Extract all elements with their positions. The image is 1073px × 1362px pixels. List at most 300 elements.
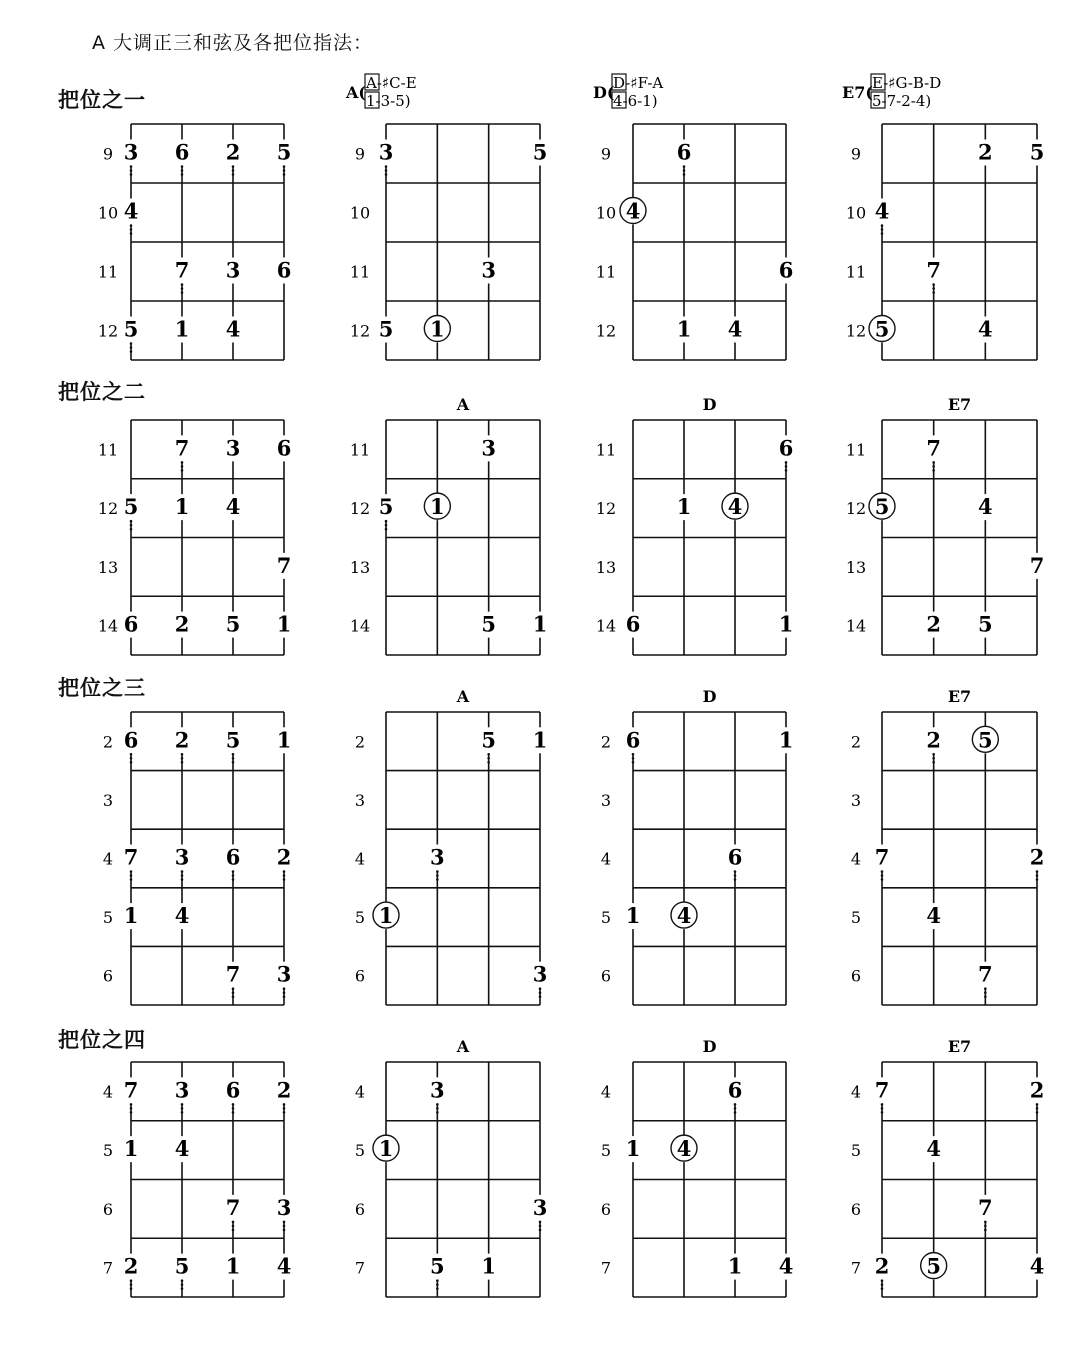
octave-dot	[734, 1107, 737, 1110]
chord-name: E7	[947, 687, 972, 706]
finger-note	[173, 140, 191, 176]
octave-dot	[181, 287, 184, 290]
fret-number: 4	[354, 1082, 366, 1102]
octave-dot	[932, 753, 935, 756]
fret-number: 11	[97, 262, 119, 282]
note-number: 4	[727, 316, 743, 342]
octave-dot	[984, 991, 987, 994]
octave-dot	[1036, 1107, 1039, 1110]
note-number: 1	[378, 903, 394, 929]
octave-dot	[385, 169, 388, 172]
fret-number: 9	[850, 144, 862, 164]
note-number: 4	[778, 1253, 794, 1279]
note-number: 5	[276, 139, 292, 165]
finger-note	[624, 612, 642, 638]
note-number: 4	[174, 903, 190, 929]
octave-dot	[734, 870, 737, 873]
note-number: 3	[481, 435, 496, 461]
finger-note	[224, 1195, 242, 1231]
page-title: A 大调正三和弦及各把位指法：	[92, 32, 374, 54]
fret-number: 12	[595, 499, 617, 519]
note-number: 1	[676, 316, 692, 342]
finger-note	[173, 1077, 191, 1113]
finger-note	[722, 493, 748, 520]
octave-dot	[881, 870, 884, 873]
note-number: 6	[727, 844, 743, 870]
note-number: 2	[874, 1253, 890, 1279]
finger-note	[624, 903, 642, 929]
fret-number: 7	[600, 1258, 612, 1278]
note-number: 1	[625, 1136, 641, 1162]
note-number: 1	[174, 494, 190, 520]
octave-dot	[130, 757, 133, 760]
octave-dot	[436, 878, 439, 881]
fret-number: 5	[600, 1141, 612, 1161]
octave-dot	[881, 1279, 884, 1282]
finger-note	[925, 258, 943, 294]
finger-note	[726, 1077, 744, 1113]
note-number: 5	[174, 1253, 190, 1279]
finger-note	[921, 1253, 947, 1280]
finger-note	[873, 1077, 891, 1113]
octave-dot	[181, 878, 184, 881]
note-number: 6	[778, 257, 794, 283]
note-number: 7	[874, 1077, 890, 1103]
finger-note	[224, 435, 242, 461]
fret-number: 11	[845, 440, 867, 460]
note-number: 3	[532, 961, 548, 987]
fret-number: 3	[354, 790, 366, 810]
octave-dot	[130, 342, 133, 345]
finger-note	[173, 903, 191, 929]
fret-number: 6	[600, 1199, 612, 1219]
finger-note	[275, 1254, 293, 1280]
note-number: 5	[225, 727, 241, 753]
fret-number: 13	[349, 557, 371, 577]
octave-dot	[1036, 1103, 1039, 1106]
octave-dot	[232, 173, 235, 176]
octave-dot	[632, 761, 635, 764]
finger-note	[275, 140, 293, 176]
octave-dot	[881, 224, 884, 227]
finger-note	[122, 612, 140, 638]
note-number: 6	[676, 139, 692, 165]
octave-dot	[232, 987, 235, 990]
octave-dot	[385, 173, 388, 176]
note-number: 4	[625, 198, 641, 224]
octave-dot	[385, 528, 388, 531]
finger-note	[122, 494, 140, 530]
finger-note	[976, 1195, 994, 1231]
chord-formula-notes: A-♯C-E	[366, 74, 417, 92]
note-number: 5	[1029, 139, 1045, 165]
fret-number: 12	[845, 499, 867, 519]
note-number: 4	[926, 903, 941, 929]
position-label-3: 把位之三	[58, 676, 146, 700]
note-number: 4	[676, 903, 692, 929]
note-number: 6	[778, 435, 794, 461]
octave-dot	[734, 1111, 737, 1114]
chord-name: E7	[947, 395, 972, 414]
note-number: 3	[225, 435, 241, 461]
chord-diagram	[593, 74, 795, 360]
note-number: 2	[1029, 844, 1045, 870]
octave-dot	[130, 520, 133, 523]
fret-number: 10	[349, 203, 371, 223]
fret-number: 9	[354, 144, 366, 164]
chord-diagram	[601, 687, 795, 1005]
note-number: 2	[276, 1077, 292, 1103]
fret-number: 11	[595, 262, 617, 282]
fret-number: 4	[102, 1082, 114, 1102]
finger-note	[275, 1195, 293, 1231]
finger-note	[224, 258, 242, 284]
note-number: 5	[926, 1253, 941, 1279]
octave-dot	[283, 878, 286, 881]
octave-dot	[539, 987, 542, 990]
octave-dot	[232, 991, 235, 994]
note-number: 5	[430, 1253, 445, 1279]
fret-number: 3	[850, 790, 862, 810]
note-number: 6	[625, 727, 641, 753]
octave-dot	[283, 991, 286, 994]
octave-dot	[385, 165, 388, 168]
chord-formula-degrees: 4-6-1)	[613, 92, 658, 110]
fret-number: 6	[850, 1199, 862, 1219]
finger-note	[1028, 1077, 1046, 1113]
finger-note	[122, 845, 140, 881]
finger-note	[224, 727, 242, 763]
note-number: 2	[926, 611, 941, 637]
finger-note	[873, 199, 891, 235]
note-number: 2	[978, 139, 993, 165]
chord-formula-notes: E-♯G-B-D	[872, 74, 942, 92]
finger-note	[373, 1135, 399, 1162]
note-number: 5	[874, 494, 890, 520]
chord-diagram	[103, 712, 293, 1005]
note-number: 1	[481, 1253, 496, 1279]
finger-note	[777, 1254, 795, 1280]
finger-note	[531, 962, 549, 998]
finger-note	[275, 727, 293, 753]
fret-number: 5	[600, 908, 612, 928]
finger-note	[777, 435, 795, 471]
octave-dot	[1036, 1111, 1039, 1114]
octave-dot	[232, 1111, 235, 1114]
fret-number: 7	[102, 1258, 114, 1278]
finger-note	[480, 727, 498, 763]
finger-note	[976, 317, 994, 343]
octave-dot	[881, 228, 884, 231]
note-number: 3	[430, 844, 445, 870]
finger-note	[869, 493, 895, 520]
octave-dot	[232, 1221, 235, 1224]
fret-number: 11	[349, 440, 371, 460]
chord-diagram	[596, 395, 795, 655]
octave-dot	[984, 987, 987, 990]
octave-dot	[436, 1287, 439, 1290]
octave-dot	[232, 761, 235, 764]
octave-dot	[283, 169, 286, 172]
octave-dot	[130, 346, 133, 349]
chord-name: A	[456, 687, 470, 706]
fret-number: 7	[850, 1258, 862, 1278]
finger-note	[275, 962, 293, 998]
note-number: 6	[123, 727, 139, 753]
octave-dot	[232, 169, 235, 172]
octave-dot	[436, 1111, 439, 1114]
octave-dot	[734, 874, 737, 877]
note-number: 4	[978, 494, 993, 520]
octave-dot	[487, 757, 490, 760]
octave-dot	[881, 878, 884, 881]
octave-dot	[130, 165, 133, 168]
finger-note	[480, 1254, 498, 1280]
octave-dot	[932, 291, 935, 294]
octave-dot	[283, 1229, 286, 1232]
note-number: 2	[225, 139, 241, 165]
note-number: 5	[978, 611, 993, 637]
chord-name: E7	[947, 1037, 972, 1056]
fret-number: 4	[354, 849, 366, 869]
octave-dot	[932, 469, 935, 472]
fret-number: 10	[595, 203, 617, 223]
fret-number: 4	[102, 849, 114, 869]
finger-note	[275, 435, 293, 461]
finger-note	[480, 612, 498, 638]
note-number: 7	[978, 961, 993, 987]
note-number: 1	[225, 1253, 241, 1279]
octave-dot	[984, 995, 987, 998]
octave-dot	[181, 469, 184, 472]
fret-number: 2	[600, 732, 612, 752]
note-number: 5	[978, 727, 993, 753]
chord-name: A	[456, 1037, 470, 1056]
note-number: 5	[481, 611, 496, 637]
octave-dot	[734, 878, 737, 881]
finger-note	[275, 612, 293, 638]
note-number: 4	[123, 198, 139, 224]
octave-dot	[1036, 874, 1039, 877]
note-number: 7	[225, 961, 241, 987]
finger-note	[1028, 140, 1046, 166]
note-number: 1	[276, 727, 292, 753]
octave-dot	[283, 1221, 286, 1224]
note-number: 1	[625, 903, 641, 929]
octave-dot	[539, 995, 542, 998]
octave-dot	[283, 173, 286, 176]
octave-dot	[932, 283, 935, 286]
octave-dot	[130, 224, 133, 227]
note-number: 7	[926, 435, 941, 461]
octave-dot	[385, 524, 388, 527]
finger-note	[531, 727, 549, 753]
octave-dot	[539, 991, 542, 994]
finger-note	[377, 140, 395, 176]
octave-dot	[181, 753, 184, 756]
fret-number: 4	[600, 849, 612, 869]
fret-number: 5	[102, 1141, 114, 1161]
octave-dot	[632, 753, 635, 756]
note-number: 6	[625, 611, 641, 637]
note-number: 1	[123, 1136, 139, 1162]
octave-dot	[181, 461, 184, 464]
fret-number: 5	[850, 908, 862, 928]
octave-dot	[1036, 878, 1039, 881]
note-number: 4	[1029, 1253, 1045, 1279]
octave-dot	[283, 987, 286, 990]
fret-number: 11	[349, 262, 371, 282]
note-number: 3	[276, 1194, 292, 1220]
finger-note	[1028, 1254, 1046, 1280]
octave-dot	[881, 1107, 884, 1110]
fret-number: 7	[354, 1258, 366, 1278]
finger-note	[122, 1077, 140, 1113]
fret-number: 13	[595, 557, 617, 577]
octave-dot	[881, 1111, 884, 1114]
note-number: 3	[481, 257, 496, 283]
finger-note	[275, 553, 293, 579]
note-number: 4	[225, 494, 241, 520]
octave-dot	[734, 1103, 737, 1106]
note-number: 5	[378, 494, 394, 520]
finger-note	[480, 258, 498, 284]
note-number: 6	[174, 139, 190, 165]
note-number: 6	[276, 257, 292, 283]
octave-dot	[181, 1103, 184, 1106]
chord-diagram	[842, 74, 1046, 360]
fret-number: 9	[102, 144, 114, 164]
octave-dot	[881, 232, 884, 235]
finger-note	[976, 962, 994, 998]
finger-note	[173, 612, 191, 638]
finger-note	[976, 494, 994, 520]
finger-note	[122, 317, 140, 353]
finger-note	[1028, 553, 1046, 579]
fret-number: 11	[845, 262, 867, 282]
note-number: 5	[481, 727, 496, 753]
note-number: 4	[276, 1253, 292, 1279]
octave-dot	[932, 465, 935, 468]
octave-dot	[1036, 870, 1039, 873]
octave-dot	[130, 1283, 133, 1286]
octave-dot	[785, 469, 788, 472]
octave-dot	[130, 524, 133, 527]
note-number: 1	[532, 727, 548, 753]
finger-note	[925, 1136, 943, 1162]
octave-dot	[130, 173, 133, 176]
octave-dot	[436, 1279, 439, 1282]
octave-dot	[984, 1221, 987, 1224]
octave-dot	[881, 1283, 884, 1286]
octave-dot	[436, 1103, 439, 1106]
note-number: 2	[123, 1253, 139, 1279]
fret-number: 2	[354, 732, 366, 752]
octave-dot	[181, 870, 184, 873]
chord-formula-degrees: 5-7-2-4)	[872, 92, 932, 110]
finger-note	[224, 612, 242, 638]
octave-dot	[283, 1107, 286, 1110]
finger-note	[428, 1254, 446, 1290]
note-number: 6	[225, 844, 241, 870]
note-number: 2	[174, 611, 190, 637]
octave-dot	[181, 1107, 184, 1110]
octave-dot	[436, 1107, 439, 1110]
finger-note	[480, 435, 498, 461]
octave-dot	[130, 1287, 133, 1290]
chord-diagram	[355, 687, 549, 1005]
octave-dot	[181, 1111, 184, 1114]
finger-note	[925, 435, 943, 471]
chord-name: A	[456, 395, 470, 414]
octave-dot	[932, 287, 935, 290]
octave-dot	[232, 870, 235, 873]
octave-dot	[984, 1225, 987, 1228]
note-number: 3	[174, 844, 190, 870]
note-number: 3	[532, 1194, 548, 1220]
octave-dot	[385, 520, 388, 523]
fret-number: 4	[850, 1082, 862, 1102]
octave-dot	[232, 1225, 235, 1228]
octave-dot	[130, 870, 133, 873]
chord-name: D	[702, 1037, 717, 1056]
finger-note	[173, 1254, 191, 1290]
chord-name: D	[702, 687, 717, 706]
note-number: 7	[123, 1077, 139, 1103]
fret-number: 6	[600, 966, 612, 986]
fret-number: 10	[97, 203, 119, 223]
finger-note	[777, 612, 795, 638]
finger-note	[173, 727, 191, 763]
octave-dot	[181, 465, 184, 468]
octave-dot	[283, 870, 286, 873]
finger-note	[531, 140, 549, 166]
octave-dot	[181, 1287, 184, 1290]
finger-note	[173, 258, 191, 294]
octave-dot	[232, 1107, 235, 1110]
chord-diagram	[851, 1037, 1046, 1297]
octave-dot	[984, 1229, 987, 1232]
octave-dot	[130, 350, 133, 353]
finger-note	[671, 902, 697, 929]
octave-dot	[130, 528, 133, 531]
octave-dot	[232, 874, 235, 877]
octave-dot	[130, 761, 133, 764]
octave-dot	[232, 1103, 235, 1106]
finger-note	[275, 1077, 293, 1113]
fret-number: 6	[354, 966, 366, 986]
finger-note	[122, 1136, 140, 1162]
note-number: 6	[276, 435, 292, 461]
note-number: 1	[778, 727, 794, 753]
note-number: 7	[225, 1194, 241, 1220]
note-number: 5	[225, 611, 241, 637]
note-number: 4	[225, 316, 241, 342]
finger-note	[972, 726, 998, 753]
fret-number: 12	[97, 499, 119, 519]
finger-note	[224, 140, 242, 176]
finger-note	[873, 1254, 891, 1290]
octave-dot	[539, 1221, 542, 1224]
fret-number: 14	[595, 616, 617, 636]
note-number: 1	[430, 494, 445, 520]
octave-dot	[785, 465, 788, 468]
chord-diagram	[355, 1037, 549, 1297]
finger-note	[531, 612, 549, 638]
octave-dot	[130, 753, 133, 756]
fret-number: 14	[97, 616, 119, 636]
note-number: 2	[926, 727, 941, 753]
